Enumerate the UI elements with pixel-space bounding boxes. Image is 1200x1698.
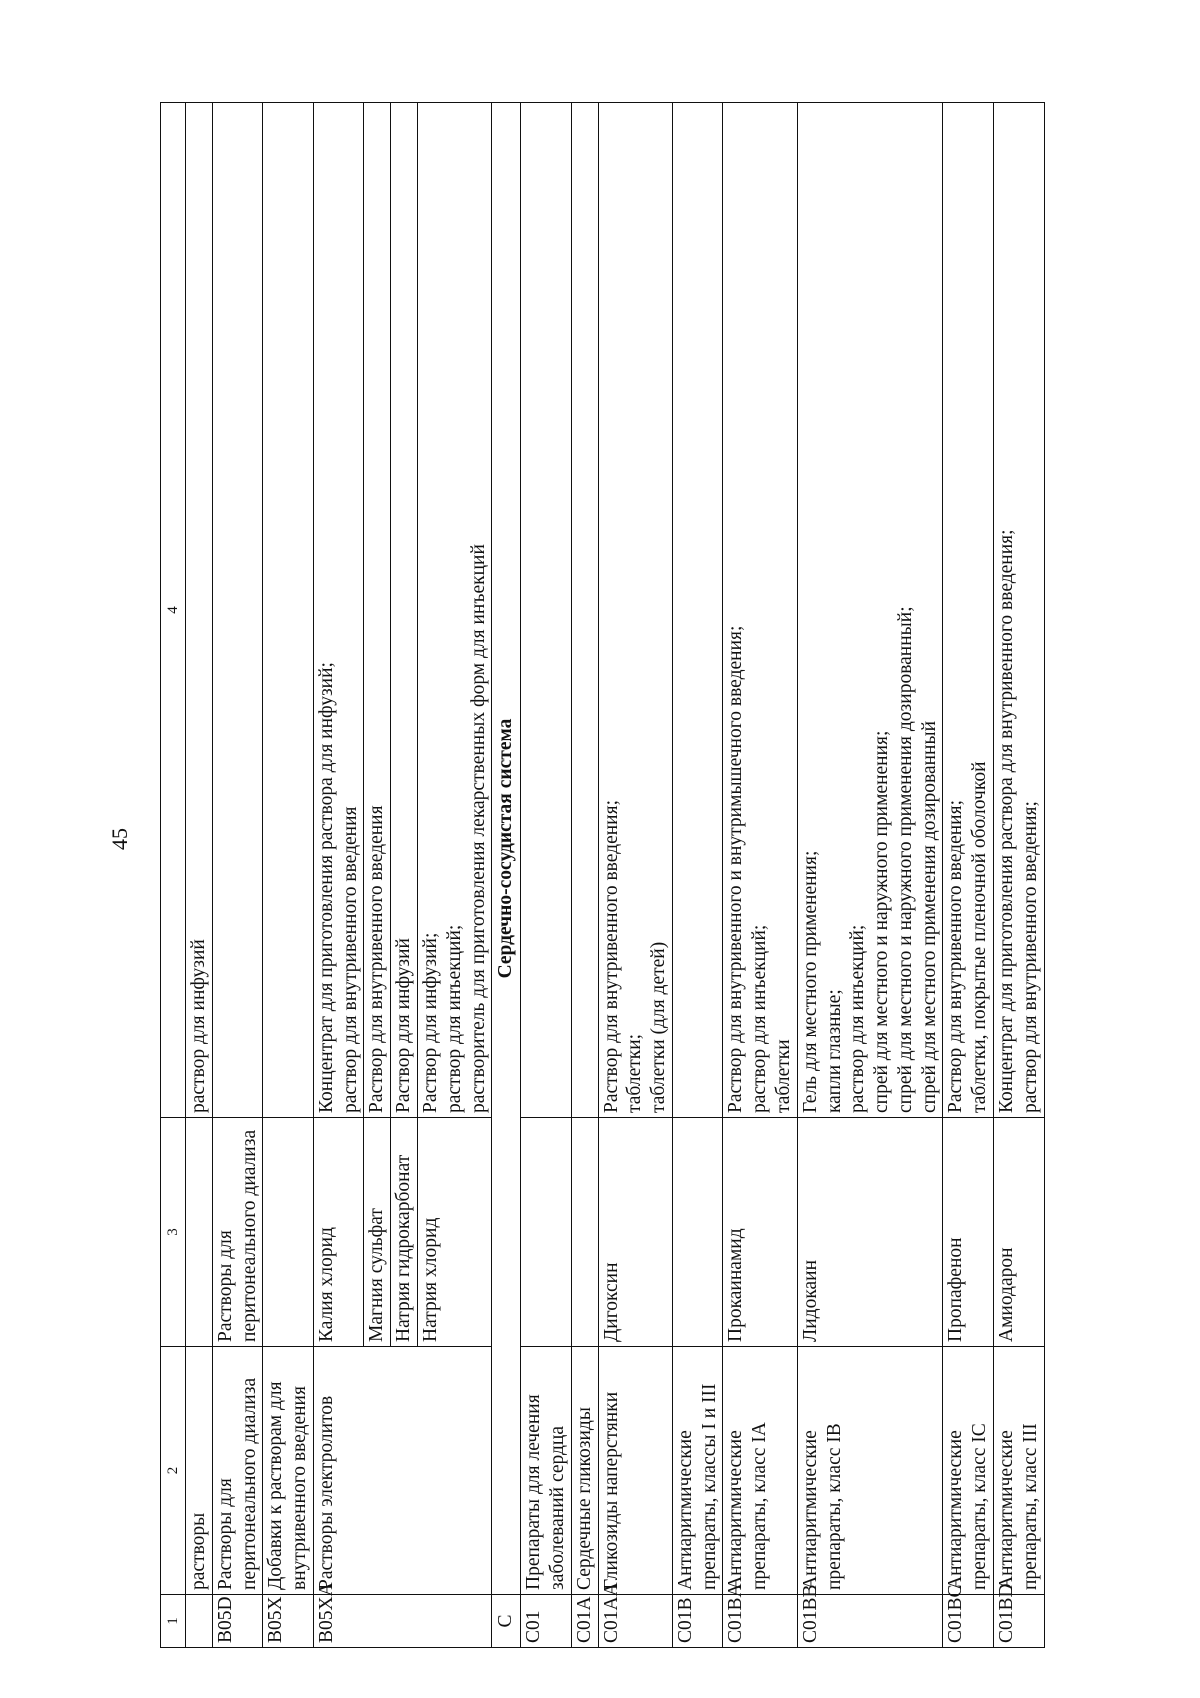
form-line: Гель для местного применения; [799,850,821,1113]
column-header-2: 2 [161,1347,186,1595]
atc-code-cell: C01BC [943,1595,994,1648]
atc-code-cell: C01BB [797,1595,943,1648]
drug-cell [263,1118,314,1347]
form-line: Раствор для внутривенного введения; [945,800,967,1113]
drug-cell: Лидокаин [797,1118,943,1347]
drug-cell: Прокаинамид [723,1118,797,1347]
form-line: раствор для инъекций; [749,924,771,1113]
form-line: Концентрат для приготовления раствора для внутривенного введения; [996,529,1017,1113]
forms-cell [797,103,943,1118]
table-row [212,103,263,1648]
table-row [672,103,723,1648]
section-title: Сердечно-сосудистая система [492,103,521,1595]
group-cell: Добавки к растворам для внутривенного введения [263,1347,314,1595]
form-line: Раствор для внутривенного введения [366,805,388,1113]
group-cell: Растворы электролитов [313,1347,491,1595]
table-row [521,103,572,1648]
drug-cell [672,1118,723,1347]
form-line: Раствор для инфузий; [420,932,442,1113]
form-line: Раствор для инфузий [393,938,415,1113]
atc-code-cell: B05X [263,1595,314,1648]
group-cell: Антиаритмические препараты, класс IC [943,1347,994,1595]
drug-cell: Калия хлорид [313,1118,364,1347]
forms-cell [263,103,314,1118]
atc-code-cell: B05D [212,1595,263,1648]
form-line: раствор для инфузий [188,939,209,1113]
drug-cell: Растворы для перитонеального диализа [212,1118,263,1347]
form-line: капли глазные; [823,989,845,1113]
forms-cell [364,103,391,1118]
table-row [994,103,1045,1648]
forms-cell [598,103,672,1118]
forms-cell [723,103,797,1118]
table-row [797,103,943,1648]
drug-cell: Дигоксин [598,1118,672,1347]
forms-cell [994,103,1045,1118]
atc-code-cell: B05XA [313,1595,491,1648]
forms-cell [672,103,723,1118]
page-number: 45 [107,828,132,850]
group-cell: Гликозиды наперстянки [598,1347,672,1595]
group-cell: Сердечные гликозиды [571,1347,598,1595]
group-cell: Антиаритмические препараты, класс III [994,1347,1045,1595]
form-line: спрей для местного применения дозированный [918,720,940,1113]
table-row [943,103,994,1648]
drug-cell [571,1118,598,1347]
group-cell: Препараты для лечения заболеваний сердца [521,1347,572,1595]
form-line: Раствор для внутривенного введения; [600,800,622,1113]
drug-cell [521,1118,572,1347]
column-header-3: 3 [161,1118,186,1347]
form-line: Концентрат для приготовления раствора для инфузий; [315,662,337,1113]
form-line: Раствор для внутривенного и внутримышечного введения; [725,625,747,1113]
forms-cell [391,103,418,1118]
drug-cell: Пропафенон [943,1118,994,1347]
forms-cell [313,103,364,1118]
forms-cell [521,103,572,1118]
table-row [571,103,598,1648]
section-code: C [492,1595,521,1648]
form-line: раствор для внутривенного введения [339,806,361,1113]
drug-cell: Натрия гидрокарбонат [391,1118,418,1347]
column-header-1: 1 [161,1595,186,1648]
drug-cell: Магния сульфат [364,1118,391,1347]
drug-cell [186,1118,213,1347]
drug-cell: Амиодарон [994,1118,1045,1347]
form-line: таблетки; [624,1033,646,1113]
atc-code-cell: C01BA [723,1595,797,1648]
atc-code-cell: C01AA [598,1595,672,1648]
form-line: раствор для внутривенного введения; [1019,801,1041,1113]
form-line: таблетки, покрытые пленочной оболочкой [969,761,991,1113]
group-cell: Растворы для перитонеального диализа [212,1347,263,1595]
table-header-row [161,103,186,1648]
drug-cell: Натрия хлорид [418,1118,492,1347]
forms-cell [212,103,263,1118]
table-row [263,103,314,1648]
group-cell: растворы [186,1347,213,1595]
atc-code-cell: C01B [672,1595,723,1648]
form-line: растворитель для приготовления лекарственных форм для инъекций [467,544,489,1113]
forms-cell [571,103,598,1118]
forms-cell [418,103,492,1118]
group-cell: Антиаритмические препараты, класс IA [723,1347,797,1595]
atc-code-cell: C01BD [994,1595,1045,1648]
form-line: раствор для инъекций; [847,924,869,1113]
forms-cell [186,103,213,1118]
table-row [186,103,213,1648]
atc-code-cell: C01 [521,1595,572,1648]
group-cell: Антиаритмические препараты, класс IB [797,1347,943,1595]
forms-cell [943,103,994,1118]
drug-list-table [160,102,1045,1648]
table-row [313,103,364,1648]
form-line: спрей для местного и наружного применения дозированный; [894,606,916,1113]
table-row [598,103,672,1648]
table-row [723,103,797,1648]
form-line: раствор для инъекций; [443,924,465,1113]
atc-code-cell: C01A [571,1595,598,1648]
form-line: таблетки [772,1039,794,1113]
form-line: таблетки (для детей) [648,941,670,1113]
column-header-4: 4 [161,103,186,1118]
section-row [492,103,521,1648]
atc-code-cell [186,1595,213,1648]
form-line: спрей для местного и наружного применения; [871,730,893,1113]
group-cell: Антиаритмические препараты, классы I и III [672,1347,723,1595]
rotated-page-content [160,103,1045,1648]
